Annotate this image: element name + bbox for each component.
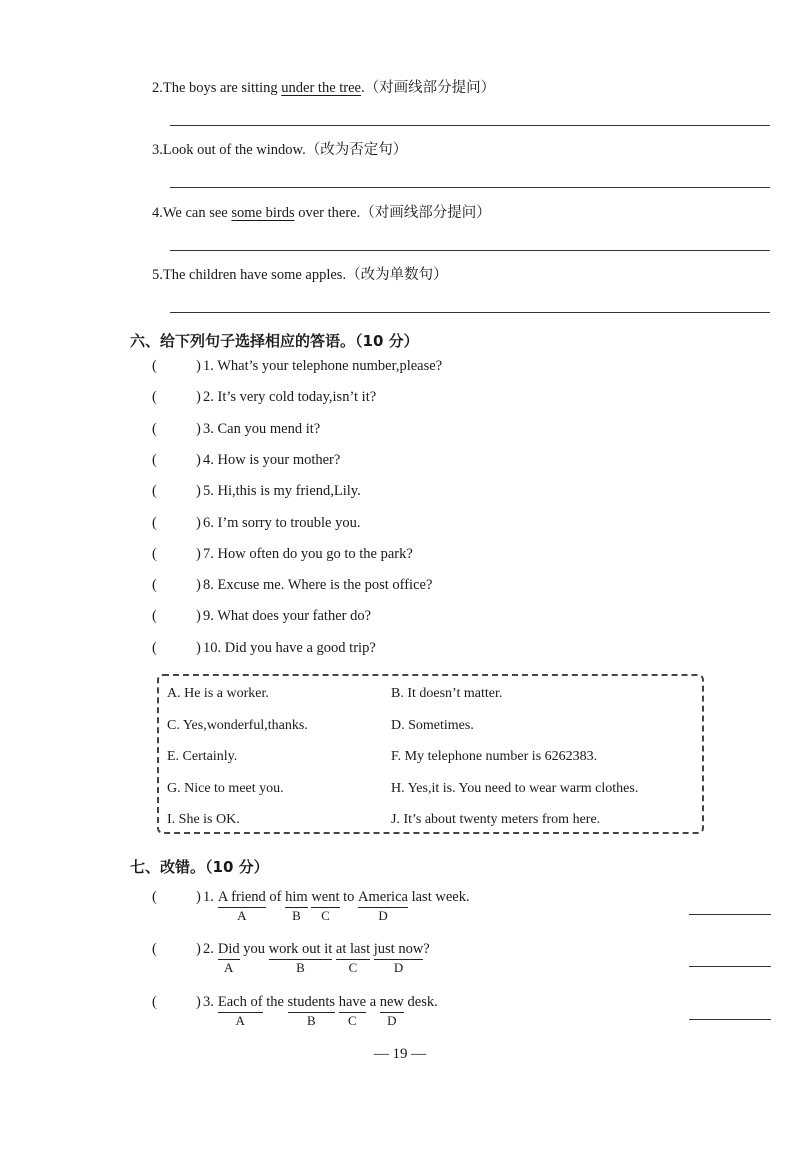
dialog-question: 7. How often do you go to the park? xyxy=(203,545,413,562)
answer-bracket-open[interactable]: ( xyxy=(152,389,157,406)
segment-text: new xyxy=(380,994,404,1013)
segment-letter: A xyxy=(235,1013,245,1028)
answer-option: J. It’s about twenty meters from here. xyxy=(391,812,601,827)
answer-bracket-close: ) xyxy=(196,545,201,562)
segment-text: Each of xyxy=(218,994,263,1013)
marked-segment xyxy=(268,941,333,975)
segment-letter: B xyxy=(292,908,301,923)
dialog-question: 3. Can you mend it? xyxy=(203,420,321,437)
answer-bracket-open[interactable]: ( xyxy=(152,451,157,468)
answer-bracket-open[interactable]: ( xyxy=(152,608,157,625)
question-text: The boys are sitting xyxy=(162,80,282,96)
answer-line[interactable] xyxy=(170,125,770,126)
dialog-question: 4. How is your mother? xyxy=(203,451,341,468)
marked-segment xyxy=(311,889,340,923)
segment-text: just now xyxy=(374,941,424,960)
error-correction-sentence xyxy=(203,889,470,923)
segment-text: America xyxy=(358,889,408,908)
page-number: — 19 — xyxy=(373,1046,427,1062)
question-number: 4. xyxy=(152,205,163,221)
dialog-question: 5. Hi,this is my friend,Lily. xyxy=(203,483,361,500)
section-6-heading: 六、给下列句子选择相应的答语。（10 分） xyxy=(130,332,419,350)
answer-bracket-open[interactable]: ( xyxy=(152,514,157,531)
segment-letter: C xyxy=(321,908,330,923)
instruction-hint: （对画线部分提问） xyxy=(360,205,491,221)
rewrite-question xyxy=(152,201,491,222)
question-number: 3. xyxy=(152,142,163,158)
answer-line[interactable] xyxy=(170,187,770,188)
answer-bracket-open[interactable]: ( xyxy=(152,483,157,500)
marked-segment xyxy=(287,994,336,1028)
segment-letter: B xyxy=(306,1013,316,1028)
question-number: 2. xyxy=(203,941,214,957)
answer-bracket-open[interactable]: ( xyxy=(152,545,157,562)
answer-option: C. Yes,wonderful,thanks. xyxy=(167,717,308,733)
question-number: 1. xyxy=(203,889,214,905)
answer-bracket-open[interactable]: ( xyxy=(152,639,157,656)
segment-letter: A xyxy=(224,960,234,975)
segment-letter: A xyxy=(237,908,247,923)
rewrite-question xyxy=(152,263,448,284)
answer-option: I. She is OK. xyxy=(167,812,240,827)
question-text: over there. xyxy=(294,205,361,221)
segment-text: went xyxy=(311,889,339,908)
answer-option: A. He is a worker. xyxy=(167,686,269,701)
marked-segment xyxy=(373,941,424,975)
dialog-question: 8. Excuse me. Where is the post office? xyxy=(203,577,433,594)
underlined-part: under the tree xyxy=(281,80,361,96)
marked-segment xyxy=(217,994,263,1028)
answer-bracket-close: ) xyxy=(196,577,201,594)
segment-text: work out it xyxy=(269,941,333,960)
segment-text: have xyxy=(339,994,366,1013)
answer-bracket-open[interactable]: ( xyxy=(152,577,157,594)
marked-segment xyxy=(358,889,408,923)
segment-letter: D xyxy=(378,908,388,923)
segment-letter: D xyxy=(393,960,404,975)
instruction-hint: （改为单数句） xyxy=(346,267,448,283)
answer-line[interactable] xyxy=(170,250,770,251)
marked-segment xyxy=(217,889,266,923)
section-7-heading: 七、改错。（10 分） xyxy=(130,858,269,876)
answer-bracket-close: ) xyxy=(196,451,201,468)
sentence-text: to xyxy=(339,889,359,905)
rewrite-question xyxy=(152,76,495,97)
segment-letter: C xyxy=(348,1013,357,1028)
correction-answer-line[interactable] xyxy=(689,1019,771,1020)
segment-text: students xyxy=(288,994,336,1013)
answer-bracket-open[interactable]: ( xyxy=(152,420,157,437)
error-correction-sentence xyxy=(203,941,430,975)
dialog-question: 2. It’s very cold today,isn’t it? xyxy=(203,389,377,406)
answer-line[interactable] xyxy=(170,312,770,313)
instruction-hint: （改为否定句） xyxy=(305,142,408,158)
marked-segment xyxy=(285,889,308,923)
dialog-question: 6. I’m sorry to trouble you. xyxy=(203,514,361,531)
marked-segment xyxy=(379,994,404,1028)
answer-bracket-close: ) xyxy=(196,358,201,374)
dialog-question: 9. What does your father do? xyxy=(203,608,372,625)
answer-option: F. My telephone number is 6262383. xyxy=(391,749,598,764)
answer-bracket-close: ) xyxy=(196,389,201,406)
answer-bracket-close: ) xyxy=(196,941,201,957)
dialog-question: 10. Did you have a good trip? xyxy=(203,639,376,656)
question-number: 3. xyxy=(203,994,214,1010)
answer-bracket-open[interactable]: ( xyxy=(152,889,157,905)
question-number: 5. xyxy=(152,267,163,283)
sentence-text: desk. xyxy=(403,994,438,1010)
segment-text: Did xyxy=(218,941,240,960)
answer-bracket-close: ) xyxy=(196,889,201,905)
answer-bracket-open[interactable]: ( xyxy=(152,941,157,957)
segment-text: A friend xyxy=(218,889,266,908)
segment-text: at last xyxy=(336,941,370,960)
answer-option: G. Nice to meet you. xyxy=(167,780,284,796)
question-text: We can see xyxy=(162,205,232,221)
answer-bracket-close: ) xyxy=(196,420,201,437)
answer-bracket-open[interactable]: ( xyxy=(152,994,157,1010)
question-number: 2. xyxy=(152,80,163,96)
marked-segment xyxy=(338,994,367,1028)
instruction-hint: （对画线部分提问） xyxy=(364,80,496,96)
answer-bracket-open[interactable]: ( xyxy=(152,358,157,374)
segment-letter: D xyxy=(387,1013,397,1028)
segment-letter: C xyxy=(348,960,358,975)
answer-bracket-close: ) xyxy=(196,994,201,1010)
sentence-text: the xyxy=(262,994,288,1010)
answer-bracket-close: ) xyxy=(196,608,201,625)
segment-text: him xyxy=(285,889,308,908)
answer-option: H. Yes,it is. You need to wear warm clothes. xyxy=(391,780,639,796)
sentence-text: a xyxy=(366,994,380,1010)
underlined-part: some birds xyxy=(231,205,295,221)
sentence-text: of xyxy=(265,889,286,905)
sentence-text: last week. xyxy=(407,889,470,905)
correction-answer-line[interactable] xyxy=(689,914,771,915)
segment-letter: B xyxy=(296,960,305,975)
question-text: Look out of the window. xyxy=(162,142,306,158)
answer-option: B. It doesn’t matter. xyxy=(391,686,503,701)
answer-bracket-close: ) xyxy=(196,514,201,531)
marked-segment xyxy=(335,941,371,975)
answer-bracket-close: ) xyxy=(196,483,201,500)
correction-answer-line[interactable] xyxy=(689,966,771,967)
dialog-question: 1. What’s your telephone number,please? xyxy=(203,358,443,374)
sentence-text: you xyxy=(239,941,269,957)
error-correction-sentence xyxy=(203,994,438,1028)
rewrite-question xyxy=(152,138,407,159)
marked-segment xyxy=(217,941,240,975)
answer-option: E. Certainly. xyxy=(167,749,238,764)
answer-bracket-close: ) xyxy=(196,639,201,656)
sentence-text: ? xyxy=(423,941,430,957)
answer-option: D. Sometimes. xyxy=(391,717,474,733)
question-text: . xyxy=(361,80,365,96)
question-text: The children have some apples. xyxy=(162,267,347,283)
